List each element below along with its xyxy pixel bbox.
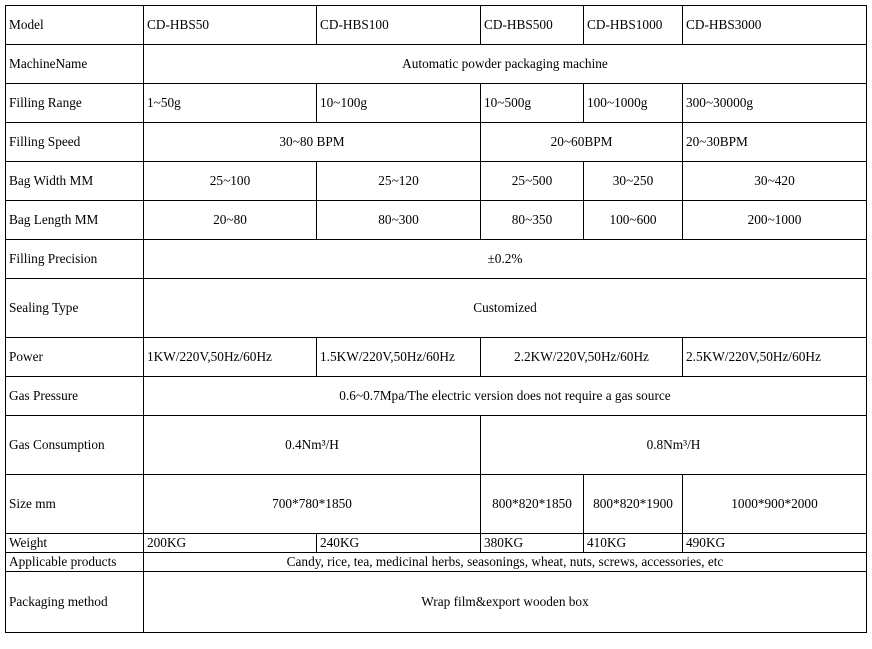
row-label-bag-width: Bag Width MM xyxy=(6,162,144,201)
cell-packaging-method-value: Wrap film&export wooden box xyxy=(144,572,867,633)
table-row-sealing-type xyxy=(6,279,867,338)
row-label-bag-length: Bag Length MM xyxy=(6,201,144,240)
table-row-power xyxy=(6,338,867,377)
table-row-applicable-products xyxy=(6,553,867,572)
cell-model-hbs500: CD-HBS500 xyxy=(481,6,584,45)
cell-filling-speed-group1: 30~80 BPM xyxy=(144,123,481,162)
cell-machine-name-value: Automatic powder packaging machine xyxy=(144,45,867,84)
table-row-machine-name xyxy=(6,45,867,84)
cell-bag-width-hbs500: 25~500 xyxy=(481,162,584,201)
cell-bag-width-hbs100: 25~120 xyxy=(317,162,481,201)
row-label-sealing-type: Sealing Type xyxy=(6,279,144,338)
cell-power-hbs100: 1.5KW/220V,50Hz/60Hz xyxy=(317,338,481,377)
table-row-filling-speed xyxy=(6,123,867,162)
specification-table xyxy=(5,5,867,633)
cell-filling-precision-value: ±0.2% xyxy=(144,240,867,279)
cell-power-hbs500-1000: 2.2KW/220V,50Hz/60Hz xyxy=(481,338,683,377)
cell-size-hbs500: 800*820*1850 xyxy=(481,475,584,534)
cell-model-hbs100: CD-HBS100 xyxy=(317,6,481,45)
cell-bag-width-hbs1000: 30~250 xyxy=(584,162,683,201)
cell-filling-range-hbs500: 10~500g xyxy=(481,84,584,123)
cell-weight-hbs1000: 410KG xyxy=(584,534,683,553)
row-label-filling-range: Filling Range xyxy=(6,84,144,123)
table-row-gas-consumption xyxy=(6,416,867,475)
cell-bag-width-hbs50: 25~100 xyxy=(144,162,317,201)
table-row-bag-width xyxy=(6,162,867,201)
cell-size-hbs3000: 1000*900*2000 xyxy=(683,475,867,534)
row-label-filling-precision: Filling Precision xyxy=(6,240,144,279)
table-row-model xyxy=(6,6,867,45)
cell-bag-length-hbs100: 80~300 xyxy=(317,201,481,240)
cell-filling-range-hbs1000: 100~1000g xyxy=(584,84,683,123)
cell-gas-pressure-value: 0.6~0.7Mpa/The electric version does not require a gas source xyxy=(144,377,867,416)
table-row-weight xyxy=(6,534,867,553)
cell-power-hbs50: 1KW/220V,50Hz/60Hz xyxy=(144,338,317,377)
cell-filling-speed-group3: 20~30BPM xyxy=(683,123,867,162)
cell-filling-speed-group2: 20~60BPM xyxy=(481,123,683,162)
cell-bag-length-hbs50: 20~80 xyxy=(144,201,317,240)
cell-bag-length-hbs500: 80~350 xyxy=(481,201,584,240)
cell-weight-hbs500: 380KG xyxy=(481,534,584,553)
table-row-filling-precision xyxy=(6,240,867,279)
cell-filling-range-hbs3000: 300~30000g xyxy=(683,84,867,123)
cell-weight-hbs100: 240KG xyxy=(317,534,481,553)
row-label-gas-pressure: Gas Pressure xyxy=(6,377,144,416)
cell-applicable-products-value: Candy, rice, tea, medicinal herbs, seasonings, wheat, nuts, screws, accessories, etc xyxy=(144,553,867,572)
cell-size-hbs1000: 800*820*1900 xyxy=(584,475,683,534)
table-row-gas-pressure xyxy=(6,377,867,416)
row-label-weight: Weight xyxy=(6,534,144,553)
cell-model-hbs3000: CD-HBS3000 xyxy=(683,6,867,45)
row-label-machine-name: MachineName xyxy=(6,45,144,84)
cell-bag-length-hbs3000: 200~1000 xyxy=(683,201,867,240)
cell-gas-consumption-group2: 0.8Nm³/H xyxy=(481,416,867,475)
cell-size-group1: 700*780*1850 xyxy=(144,475,481,534)
cell-filling-range-hbs50: 1~50g xyxy=(144,84,317,123)
row-label-gas-consumption: Gas Consumption xyxy=(6,416,144,475)
cell-sealing-type-value: Customized xyxy=(144,279,867,338)
cell-model-hbs50: CD-HBS50 xyxy=(144,6,317,45)
cell-bag-length-hbs1000: 100~600 xyxy=(584,201,683,240)
cell-weight-hbs3000: 490KG xyxy=(683,534,867,553)
cell-model-hbs1000: CD-HBS1000 xyxy=(584,6,683,45)
table-row-packaging-method xyxy=(6,572,867,633)
row-label-power: Power xyxy=(6,338,144,377)
row-label-packaging-method: Packaging method xyxy=(6,572,144,633)
cell-weight-hbs50: 200KG xyxy=(144,534,317,553)
cell-gas-consumption-group1: 0.4Nm³/H xyxy=(144,416,481,475)
cell-power-hbs3000: 2.5KW/220V,50Hz/60Hz xyxy=(683,338,867,377)
table-row-size xyxy=(6,475,867,534)
row-label-size: Size mm xyxy=(6,475,144,534)
cell-bag-width-hbs3000: 30~420 xyxy=(683,162,867,201)
table-row-bag-length xyxy=(6,201,867,240)
row-label-model: Model xyxy=(6,6,144,45)
specification-table-container xyxy=(5,5,866,633)
row-label-applicable-products: Applicable products xyxy=(6,553,144,572)
cell-filling-range-hbs100: 10~100g xyxy=(317,84,481,123)
row-label-filling-speed: Filling Speed xyxy=(6,123,144,162)
table-row-filling-range xyxy=(6,84,867,123)
